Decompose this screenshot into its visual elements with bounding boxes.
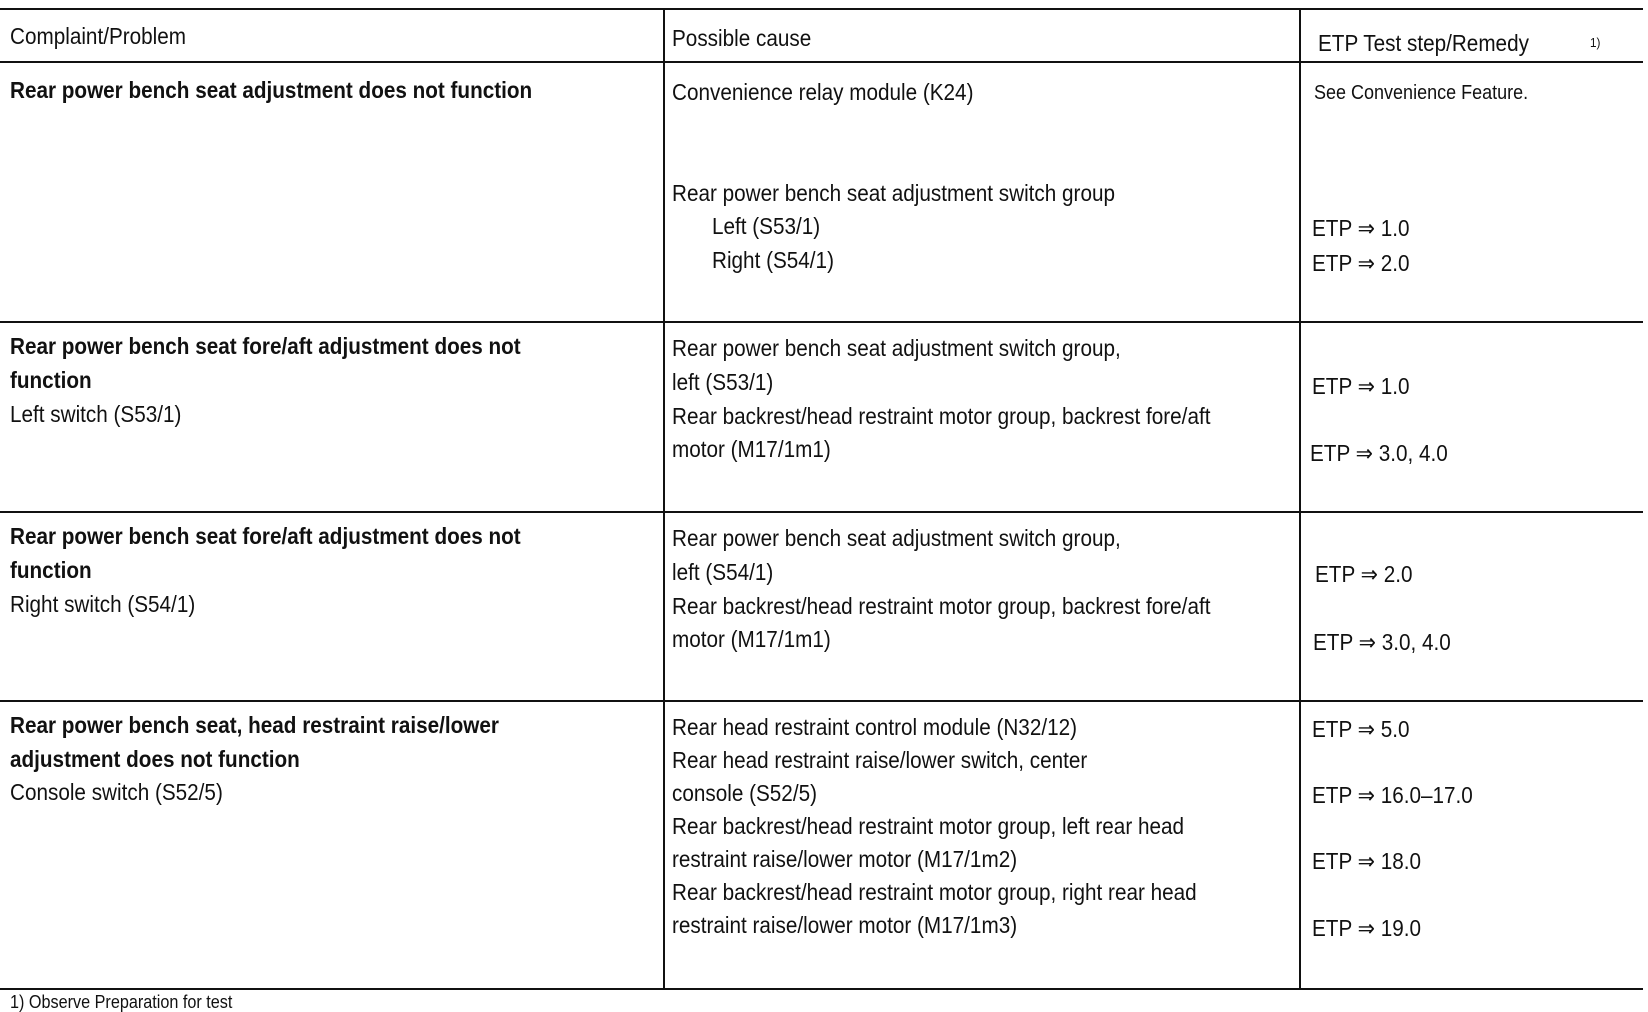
row-cause: Rear power bench seat adjustment switch group, bbox=[672, 525, 1121, 551]
row-remedy: ETP ⇒ 3.0, 4.0 bbox=[1310, 440, 1448, 466]
row-cause: Rear head restraint raise/lower switch, center bbox=[672, 747, 1088, 773]
row-cause: Rear backrest/head restraint motor group, backrest fore/aft bbox=[672, 403, 1211, 429]
row-cause: restraint raise/lower motor (M17/1m2) bbox=[672, 846, 1018, 872]
column-divider bbox=[663, 8, 665, 990]
header-complaint: Complaint/Problem bbox=[10, 23, 187, 49]
row-cause: Convenience relay module (K24) bbox=[672, 79, 974, 105]
row-complaint: function bbox=[10, 367, 92, 393]
row-remedy: ETP ⇒ 2.0 bbox=[1312, 250, 1410, 276]
row-remedy: See Convenience Feature. bbox=[1314, 82, 1529, 104]
row-complaint: Rear power bench seat adjustment does not function bbox=[10, 77, 533, 103]
row-cause: Rear power bench seat adjustment switch group, bbox=[672, 335, 1121, 361]
row-complaint: Rear power bench seat fore/aft adjustment does not bbox=[10, 333, 521, 359]
row-remedy: ETP ⇒ 19.0 bbox=[1312, 915, 1422, 941]
row-complaint-detail: Console switch (S52/5) bbox=[10, 779, 223, 805]
row-cause: Rear backrest/head restraint motor group, left rear head bbox=[672, 813, 1185, 839]
row-cause: console (S52/5) bbox=[672, 780, 817, 806]
row-cause: left (S53/1) bbox=[672, 369, 774, 395]
header-possible-cause: Possible cause bbox=[672, 25, 812, 51]
row-remedy: ETP ⇒ 16.0–17.0 bbox=[1312, 782, 1473, 808]
row-complaint: Rear power bench seat, head restraint raise/lower bbox=[10, 712, 499, 738]
row-cause: motor (M17/1m1) bbox=[672, 626, 831, 652]
row-cause: Rear head restraint control module (N32/12) bbox=[672, 714, 1078, 740]
row-cause: Rear power bench seat adjustment switch group bbox=[672, 180, 1115, 206]
table-top-rule bbox=[0, 8, 1643, 10]
footnote: 1) Observe Preparation for test bbox=[10, 992, 233, 1012]
row-cause: Rear backrest/head restraint motor group, backrest fore/aft bbox=[672, 593, 1211, 619]
row-remedy: ETP ⇒ 1.0 bbox=[1312, 215, 1410, 241]
row-complaint: function bbox=[10, 557, 92, 583]
row-complaint: Rear power bench seat fore/aft adjustment does not bbox=[10, 523, 521, 549]
row-complaint-detail: Right switch (S54/1) bbox=[10, 591, 196, 617]
row-cause: Left (S53/1) bbox=[712, 213, 821, 239]
row-remedy: ETP ⇒ 5.0 bbox=[1312, 716, 1410, 742]
row-complaint-detail: Left switch (S53/1) bbox=[10, 401, 182, 427]
row-divider bbox=[0, 700, 1643, 702]
row-remedy: ETP ⇒ 3.0, 4.0 bbox=[1313, 629, 1451, 655]
row-remedy: ETP ⇒ 18.0 bbox=[1312, 848, 1422, 874]
header-remedy-footnote-marker: 1) bbox=[1590, 35, 1601, 50]
row-complaint: adjustment does not function bbox=[10, 746, 300, 772]
row-cause: motor (M17/1m1) bbox=[672, 436, 831, 462]
row-remedy: ETP ⇒ 1.0 bbox=[1312, 373, 1410, 399]
row-divider bbox=[0, 321, 1643, 323]
row-cause: Rear backrest/head restraint motor group, right rear head bbox=[672, 879, 1197, 905]
header-remedy: ETP Test step/Remedy bbox=[1318, 30, 1529, 56]
table-bottom-rule bbox=[0, 988, 1643, 990]
column-divider bbox=[1299, 8, 1301, 990]
row-cause: Right (S54/1) bbox=[712, 247, 834, 273]
row-divider bbox=[0, 511, 1643, 513]
row-remedy: ETP ⇒ 2.0 bbox=[1315, 561, 1413, 587]
header-bottom-rule bbox=[0, 61, 1643, 63]
row-cause: left (S54/1) bbox=[672, 559, 774, 585]
row-cause: restraint raise/lower motor (M17/1m3) bbox=[672, 912, 1018, 938]
